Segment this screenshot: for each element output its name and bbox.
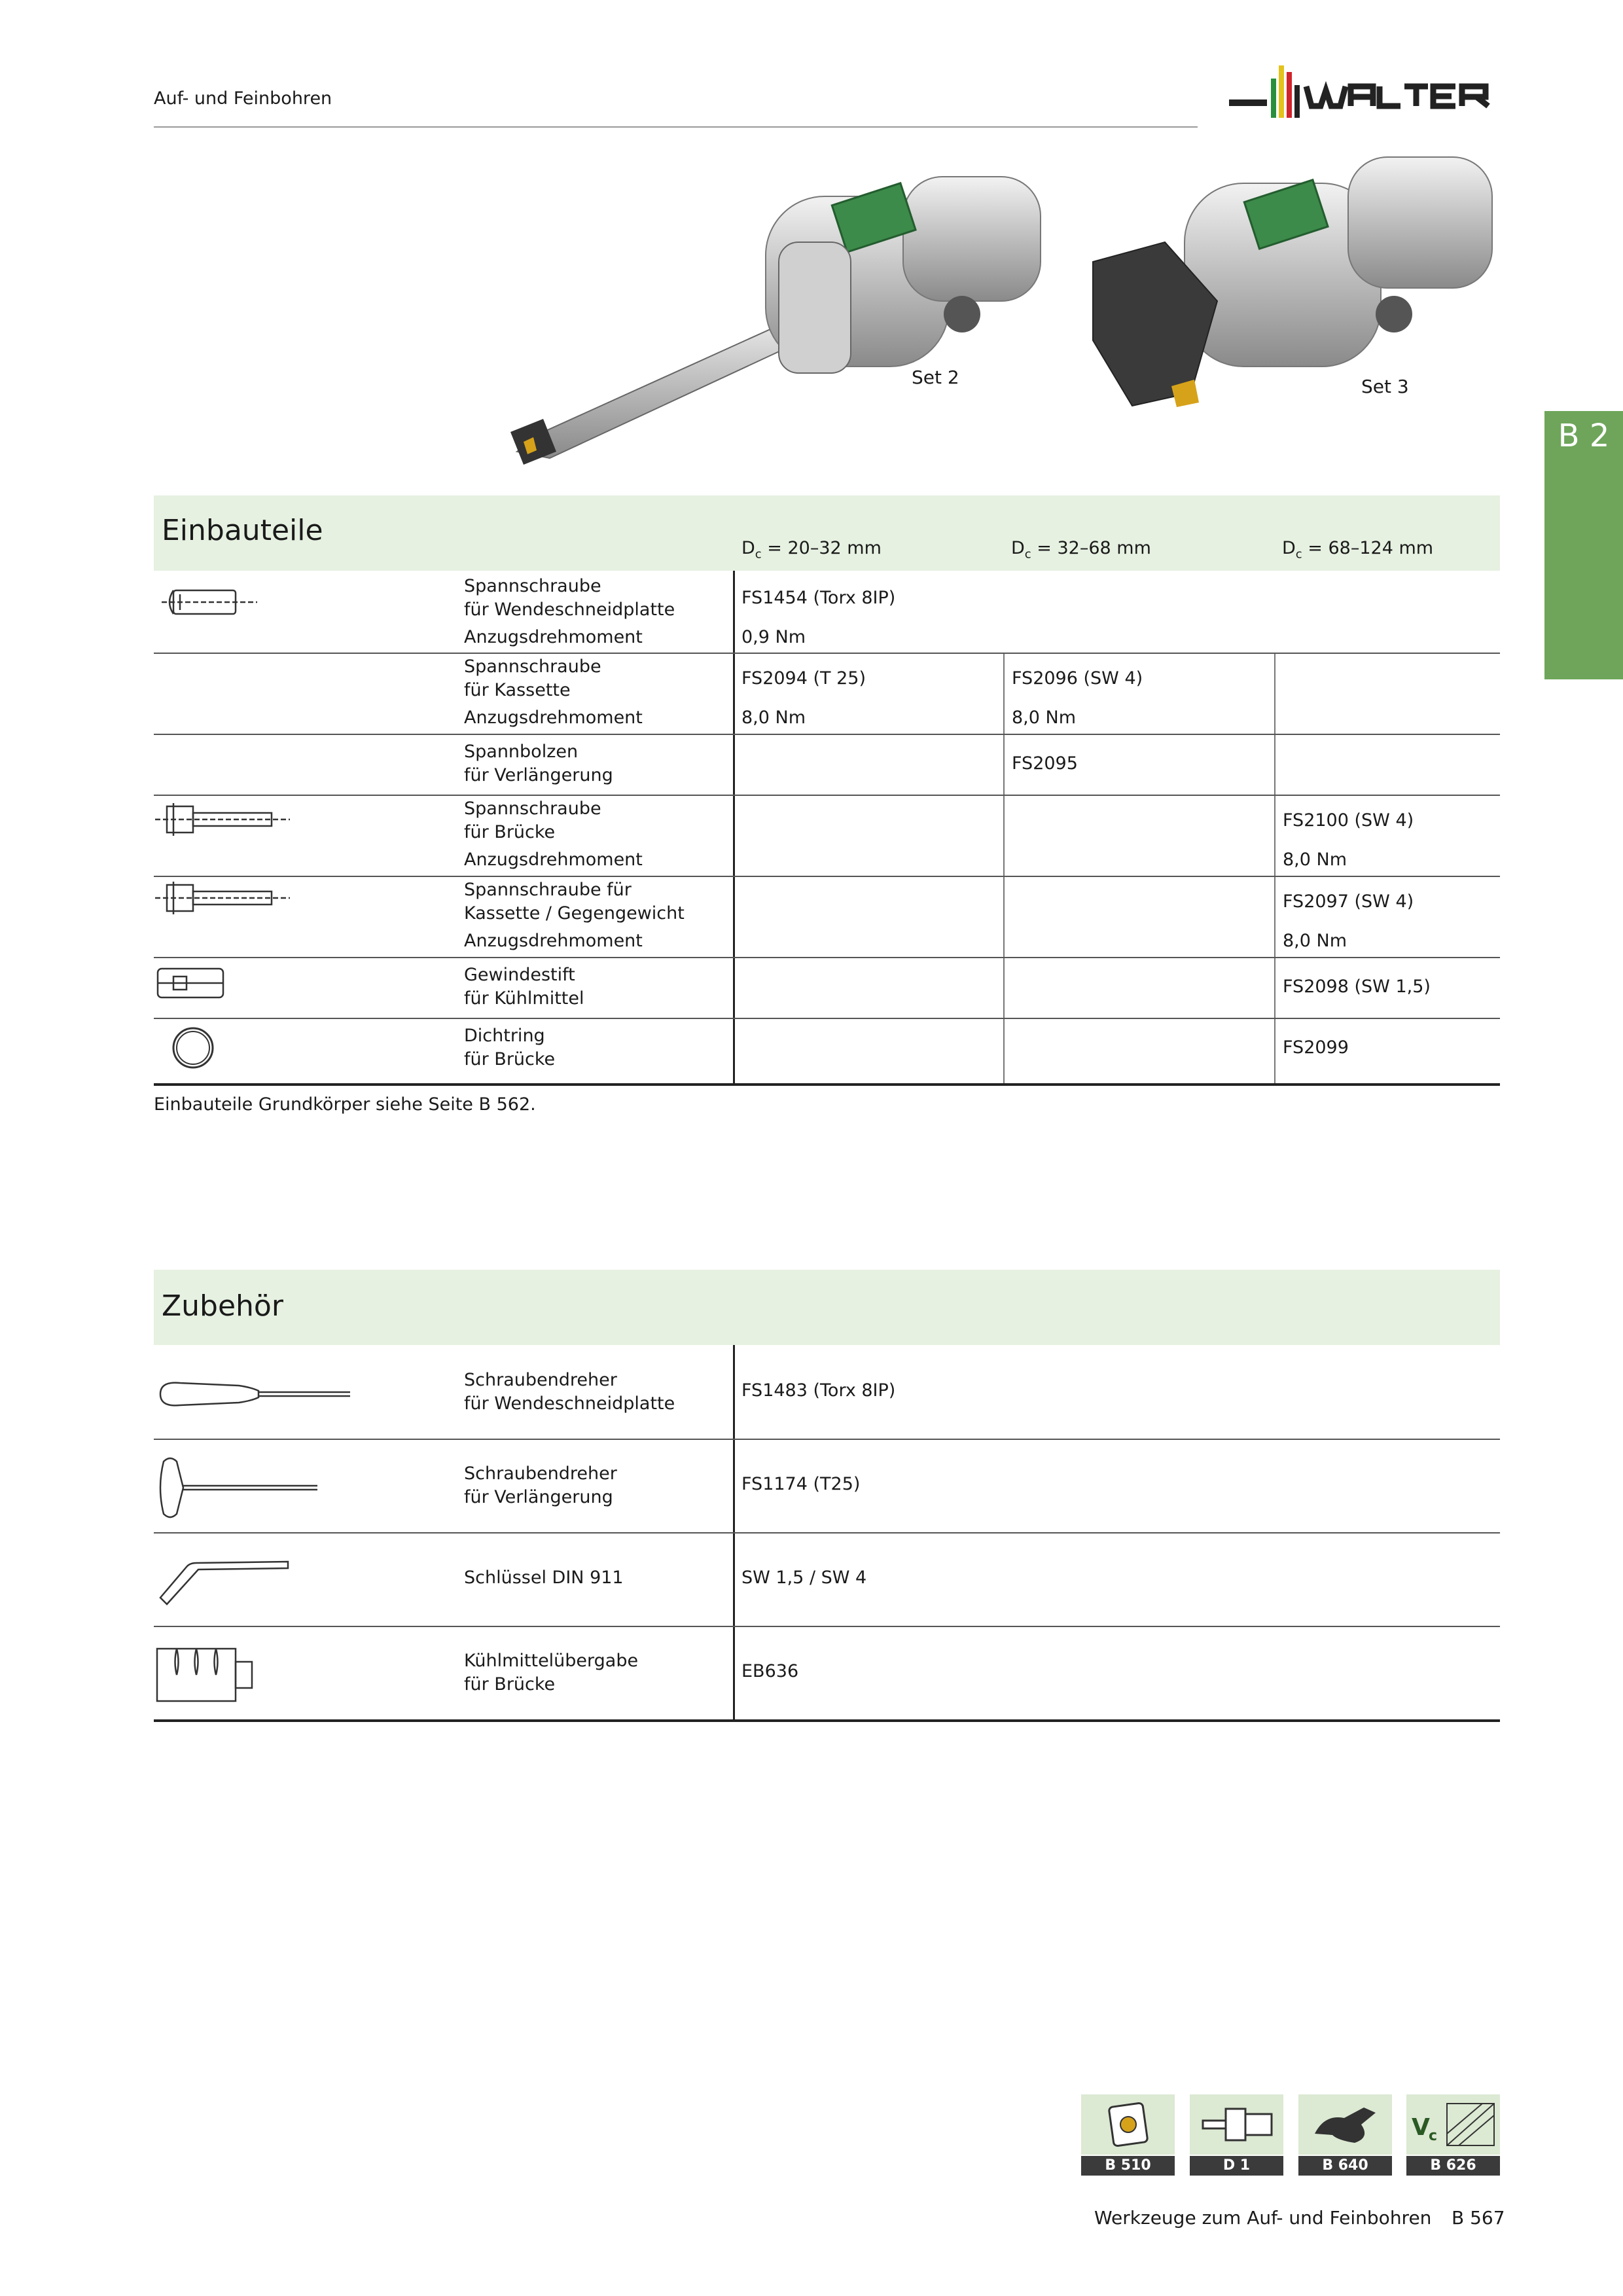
cell-value: FS2097 (SW 4) <box>1283 891 1414 912</box>
torque-value: 8,0 Nm <box>1012 708 1077 728</box>
table-row <box>154 1439 1500 1534</box>
table-row <box>154 571 1500 654</box>
cutting-speed-chart-icon <box>1406 2094 1500 2155</box>
torque-label: Anzugsdrehmoment <box>464 931 643 951</box>
header-rule <box>154 126 1198 128</box>
row-label: Dichtring für Brücke <box>464 1026 556 1069</box>
cell-value: FS2095 <box>1012 753 1078 774</box>
reference-label: D 1 <box>1190 2156 1283 2176</box>
column-header-2: $D_c = 32-68$ mm <box>1011 538 1151 562</box>
screwdriver-icon <box>154 1371 357 1417</box>
zubehoer-title: Zubehör <box>162 1289 283 1323</box>
row-label: Spannschraube für Kassette / Gegengewicht <box>464 880 685 924</box>
chapter-tab-label: B 2 <box>1558 418 1610 454</box>
clamping-screw-icon <box>160 583 259 622</box>
einbauteile-table <box>154 571 1500 1085</box>
torque-value: 0,9 Nm <box>741 627 806 647</box>
einbauteile-header-band <box>154 495 1500 571</box>
cell-value: SW 1,5 / SW 4 <box>741 1568 867 1588</box>
svg-text:V: V <box>1412 2114 1430 2141</box>
row-label: Spannschraube für Wendeschneidplatte <box>464 576 675 620</box>
row-label: Schlüssel DIN 911 <box>464 1568 624 1588</box>
sealing-ring-icon <box>154 1022 232 1074</box>
table-row <box>154 957 1500 1019</box>
row-label: Spannschraube für Kassette <box>464 656 601 700</box>
torque-value: 8,0 Nm <box>741 708 806 728</box>
row-label: Gewindestift für Kühlmittel <box>464 965 584 1009</box>
row-label: Kühlmittelübergabe für Brücke <box>464 1651 639 1695</box>
set2-label: Set 2 <box>912 367 959 388</box>
reference-label: B 626 <box>1406 2156 1500 2176</box>
reference-link-b626[interactable] <box>1406 2094 1500 2176</box>
table-row <box>154 1018 1500 1086</box>
page-number: B 567 <box>1452 2207 1505 2229</box>
torque-label: Anzugsdrehmoment <box>464 708 643 728</box>
row-label: Schraubendreher für Wendeschneidplatte <box>464 1370 675 1414</box>
set3-product-image <box>1086 144 1505 445</box>
table-row <box>154 795 1500 877</box>
hex-key-icon <box>154 1549 298 1614</box>
zubehoer-table <box>154 1345 1500 1722</box>
cell-value: FS1454 (Torx 8IP) <box>741 588 896 608</box>
torque-label: Anzugsdrehmoment <box>464 850 643 870</box>
row-label: Spannbolzen für Verlängerung <box>464 742 613 785</box>
column-header-1: $D_c = 20-32$ mm <box>741 538 882 562</box>
footer-text: Werkzeuge zum Auf- und Feinbohren <box>1094 2207 1432 2229</box>
table-row <box>154 1626 1500 1722</box>
cell-value: FS2100 (SW 4) <box>1283 810 1414 831</box>
torque-value: 8,0 Nm <box>1283 931 1347 951</box>
einbauteile-note: Einbauteile Grundkörper siehe Seite B 562. <box>154 1094 536 1115</box>
reference-label: B 640 <box>1298 2156 1392 2176</box>
torque-label: Anzugsdrehmoment <box>464 627 643 647</box>
table-row <box>154 1532 1500 1627</box>
cell-value: FS2099 <box>1283 1037 1349 1058</box>
coolant-transfer-icon <box>154 1642 259 1708</box>
row-label: Spannschraube für Brücke <box>464 798 601 842</box>
indexable-insert-icon <box>1081 2094 1175 2155</box>
walter-logo <box>1229 59 1503 131</box>
reference-link-d1[interactable] <box>1190 2094 1283 2176</box>
row-label: Schraubendreher für Verlängerung <box>464 1463 617 1507</box>
table-row <box>154 1345 1500 1440</box>
cell-value: FS2094 (T 25) <box>741 668 866 689</box>
reference-link-b510[interactable] <box>1081 2094 1175 2176</box>
column-header-3: $D_c = 68-124$ mm <box>1282 538 1434 562</box>
set-screw-icon <box>154 963 232 1003</box>
cell-value: FS2098 (SW 1,5) <box>1283 977 1431 997</box>
set3-label: Set 3 <box>1361 376 1409 397</box>
cell-value: FS1483 (Torx 8IP) <box>741 1380 896 1401</box>
svg-text:c: c <box>1429 2128 1438 2144</box>
cell-value: FS2096 (SW 4) <box>1012 668 1143 689</box>
page-header-title: Auf- und Feinbohren <box>154 88 332 109</box>
reference-link-b640[interactable] <box>1298 2094 1392 2176</box>
table-row <box>154 734 1500 796</box>
clamping-screw-long-icon <box>154 878 291 918</box>
chapter-tab <box>1544 411 1623 679</box>
wrench-torque-icon <box>1298 2094 1392 2155</box>
reference-label: B 510 <box>1081 2156 1175 2176</box>
cell-value: EB636 <box>741 1661 799 1681</box>
einbauteile-title: Einbauteile <box>162 514 323 547</box>
t-handle-screwdriver-icon <box>154 1452 324 1524</box>
cell-value: FS1174 (T25) <box>741 1474 861 1494</box>
tool-holder-icon <box>1190 2094 1283 2155</box>
table-row <box>154 653 1500 735</box>
table-row <box>154 876 1500 958</box>
zubehoer-header-band <box>154 1270 1500 1345</box>
clamping-screw-long-icon <box>154 800 291 839</box>
torque-value: 8,0 Nm <box>1283 850 1347 870</box>
set2-product-image <box>504 144 1080 471</box>
